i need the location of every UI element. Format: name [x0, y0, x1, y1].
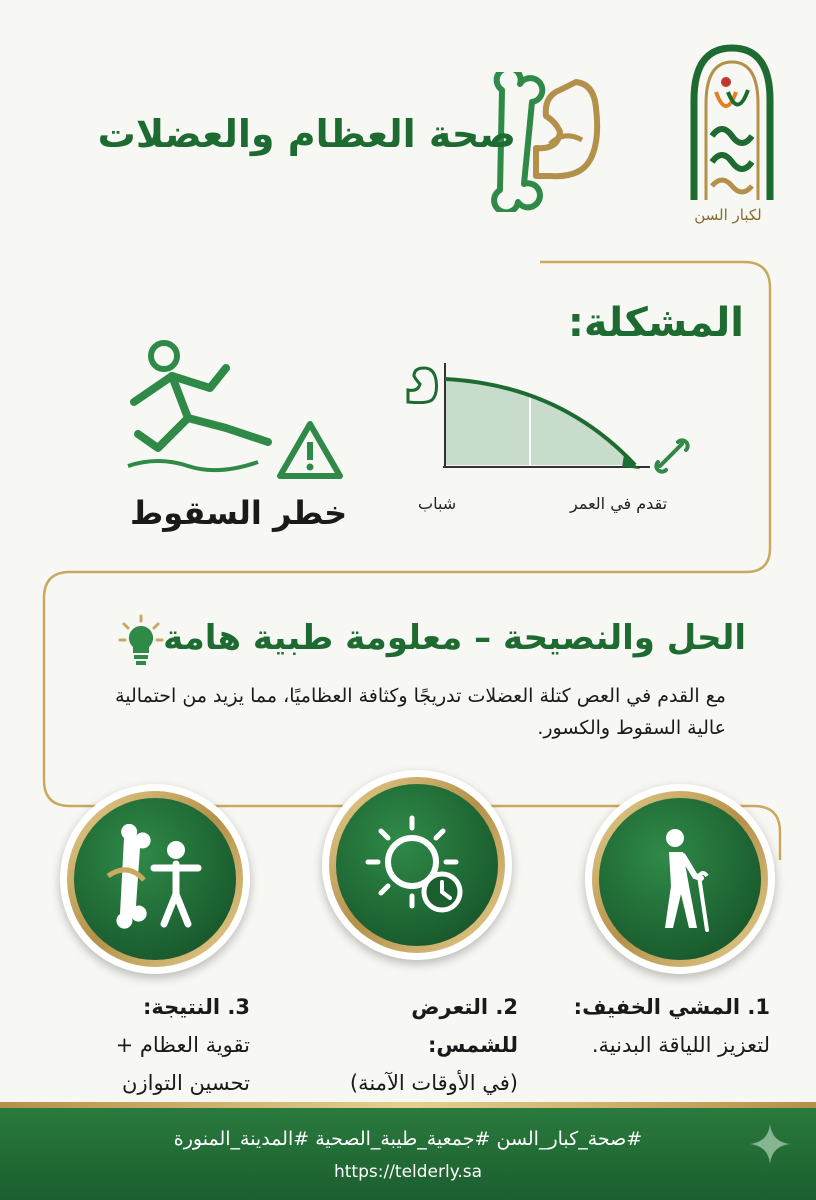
falling-person-icon: [118, 338, 288, 482]
circle-walking: [585, 784, 775, 974]
x-axis-label-aging: تقدم في العمر: [570, 494, 668, 513]
bicep-icon: [528, 74, 608, 188]
step-result-title: 3. النتيجة:: [143, 995, 250, 1019]
step-sun-body: (في الأوقات الآمنة): [349, 1071, 518, 1095]
step-walking: [570, 988, 770, 1064]
walking-elder-icon: [635, 824, 725, 934]
graph-bicep-icon: [404, 364, 440, 408]
footer-url[interactable]: https://telderly.sa: [333, 1162, 483, 1182]
organization-logo: [682, 40, 782, 210]
footer-hashtags: #صحة_كبار_السن #جمعية_طيبة_الصحية #المدينة_المنورة: [173, 1128, 643, 1150]
circle-result: [60, 784, 250, 974]
x-axis-label-youth: شباب: [418, 494, 457, 513]
footer-bar: [0, 1108, 816, 1200]
step-walking-body: لتعزيز اللياقة البدنية.: [591, 1033, 770, 1057]
sparkle-icon: [748, 1122, 792, 1170]
problem-heading: المشكلة:: [567, 300, 744, 346]
logo-subtitle: لكبار السن: [694, 206, 762, 224]
warning-icon: [276, 420, 344, 484]
page-title: صحة العظام والعضلات: [97, 112, 516, 156]
step-sun-title: 2. التعرض للشمس:: [411, 995, 518, 1057]
graph-bone-icon: [652, 436, 692, 480]
solution-heading: الحل والنصيحة – معلومة طبية هامة: [163, 618, 746, 658]
lightbulb-icon: [118, 614, 164, 672]
step-walking-title: 1. المشي الخفيف:: [573, 995, 770, 1019]
circle-sun: [322, 770, 512, 960]
bone-person-icon: [100, 824, 210, 934]
step-result-body: تقوية العظام + تحسين التوازن: [115, 1033, 250, 1095]
solution-description: مع القدم في العص كتلة العضلات تدريجًا وكثافة العظاميًا، مما يزيد من احتمالية عالية السقوط والكسور.: [115, 685, 726, 739]
sun-clock-icon: [362, 810, 472, 920]
fall-risk-label: خطر السقوط: [130, 494, 348, 532]
